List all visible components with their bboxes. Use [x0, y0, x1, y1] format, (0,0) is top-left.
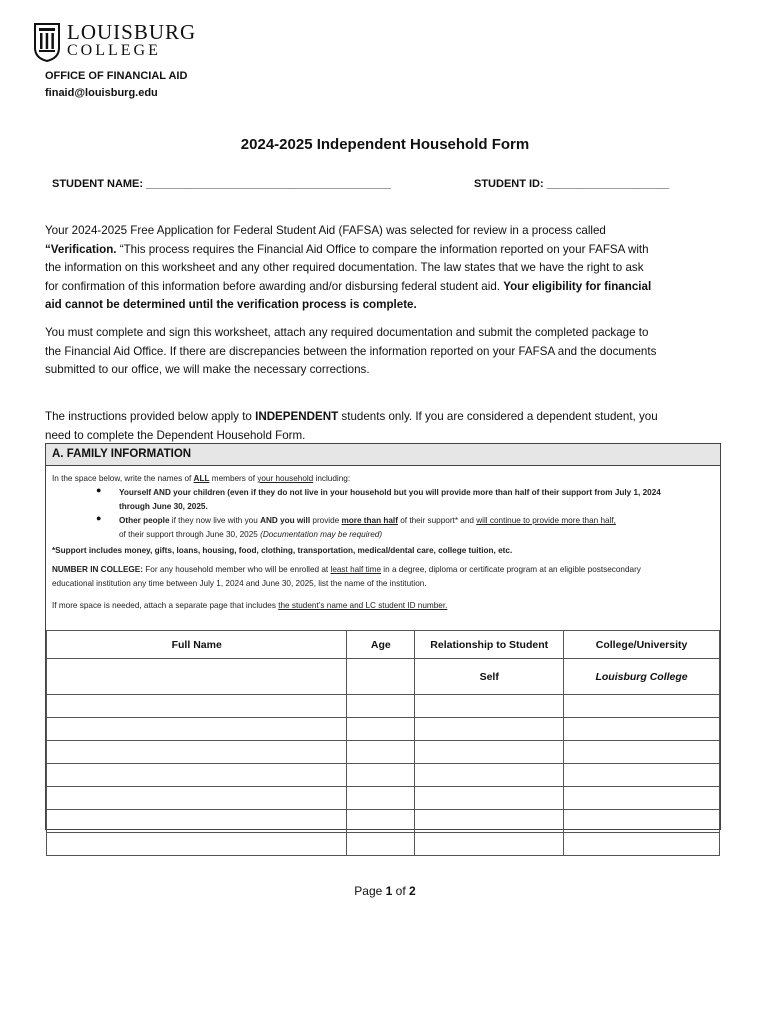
student-name-field[interactable]: STUDENT NAME: ________________________________________: [52, 178, 391, 190]
shield-icon: [33, 22, 61, 62]
cell-age[interactable]: [347, 718, 415, 741]
cell-full-name[interactable]: [47, 787, 347, 810]
college-underline: least half time: [330, 565, 382, 574]
section-instructions: [52, 472, 350, 486]
bullet-icon: ●: [96, 513, 102, 523]
cell-relationship[interactable]: [415, 764, 564, 787]
instr-text: In the space below, write the names of: [52, 474, 194, 483]
footer-text: of: [392, 884, 410, 898]
cell-college[interactable]: [564, 764, 720, 787]
bullet-text: Yourself AND your children (even if they do not live in your household but you will provide more than half of their support from July 1, 2024: [119, 488, 661, 497]
bullet-text: through June 30, 2025.: [119, 501, 208, 511]
instr-text: including:: [313, 474, 351, 483]
cell-full-name[interactable]: [47, 741, 347, 764]
cell-age[interactable]: [347, 659, 415, 695]
number-in-college-note: [52, 563, 717, 590]
cell-age[interactable]: [347, 741, 415, 764]
office-email[interactable]: finaid@louisburg.edu: [45, 87, 158, 99]
cell-relationship[interactable]: [415, 718, 564, 741]
table-row: [47, 833, 720, 856]
college-text: in a degree, diploma or certificate program at an eligible postsecondary: [381, 565, 641, 574]
bullet-other-people: [119, 514, 709, 541]
page-footer: [0, 884, 770, 898]
bullet-underline: more than half: [341, 516, 398, 525]
form-title: 2024-2025 Independent Household Form: [240, 136, 530, 153]
cell-age[interactable]: [347, 764, 415, 787]
cell-college[interactable]: [564, 659, 720, 695]
bullet-text: of their support* and: [397, 516, 477, 525]
family-information-section: [45, 443, 721, 830]
instr-bold: ALL: [193, 474, 210, 483]
office-name: OFFICE OF FINANCIAL AID: [45, 70, 188, 82]
intro-text: The instructions provided below apply to: [45, 410, 256, 423]
cell-relationship[interactable]: [415, 810, 564, 833]
bullet-underline: will continue to provide more than half,: [476, 516, 616, 525]
intro-paragraph-2: [45, 324, 723, 380]
intro-line: [45, 241, 723, 260]
cell-age[interactable]: [347, 787, 415, 810]
cell-age[interactable]: [347, 833, 415, 856]
intro-bold: INDEPENDENT: [255, 410, 339, 423]
table-row: [47, 810, 720, 833]
intro-line: Your 2024-2025 Free Application for Federal Student Aid (FAFSA) was selected for review in a process called: [45, 224, 606, 237]
cell-full-name[interactable]: [47, 659, 347, 695]
cell-age[interactable]: [347, 695, 415, 718]
intro-text: “This process requires the Financial Aid Office to compare the information reported on your FAFSA with: [116, 242, 649, 256]
cell-college[interactable]: [564, 833, 720, 856]
cell-college[interactable]: [564, 695, 720, 718]
cell-relationship[interactable]: [415, 741, 564, 764]
more-space-note: [52, 599, 447, 613]
intro-paragraph-1: [45, 222, 723, 315]
intro-line: [45, 278, 723, 297]
logo-sub: COLLEGE: [67, 42, 161, 59]
intro-line: submitted to our office, we will make the necessary corrections.: [45, 363, 370, 376]
footer-total: 2: [409, 884, 416, 898]
intro-line: the Financial Aid Office. If there are discrepancies between the information reported on your FAFSA and the documents: [45, 344, 657, 358]
college-text: For any household member who will be enrolled at: [142, 565, 331, 574]
col-age: Age: [347, 631, 415, 659]
logo-name: LOUISBURG: [67, 20, 197, 44]
table-row: [47, 659, 720, 695]
table-row: [47, 764, 720, 787]
bullet-bold: Other people: [119, 516, 170, 525]
cell-full-name[interactable]: [47, 810, 347, 833]
intro-bold: Your eligibility for financial: [503, 279, 652, 293]
cell-full-name[interactable]: [47, 833, 347, 856]
cell-college[interactable]: [564, 810, 720, 833]
cell-full-name[interactable]: [47, 695, 347, 718]
cell-relationship[interactable]: [415, 787, 564, 810]
support-note: [52, 544, 512, 558]
table-row: [47, 787, 720, 810]
table-row: [47, 718, 720, 741]
cell-full-name[interactable]: [47, 718, 347, 741]
cell-college[interactable]: [564, 787, 720, 810]
intro-bold: aid cannot be determined until the verification process is complete.: [45, 298, 417, 311]
cell-college-text: Louisburg College: [595, 670, 688, 683]
college-logo: [33, 20, 197, 64]
intro-bold: “Verification.: [45, 242, 117, 256]
table-row: [47, 741, 720, 764]
family-table: [46, 630, 720, 856]
intro-text: for confirmation of this information before awarding and/or disbursing federal student aid.: [45, 279, 504, 293]
footer-text: Page: [354, 884, 386, 898]
table-row: [47, 695, 720, 718]
col-relationship: Relationship to Student: [415, 631, 564, 659]
support-text: *Support includes money, gifts, loans, housing, food, clothing, transportation, medical/dental care, college tuition, etc.: [52, 546, 513, 555]
col-full-name: Full Name: [47, 631, 347, 659]
cell-age[interactable]: [347, 810, 415, 833]
bullet-icon: ●: [96, 485, 102, 495]
table-header-row: [47, 631, 720, 659]
office-block: [45, 68, 187, 102]
cell-relationship[interactable]: [415, 833, 564, 856]
bullet-text: of their support through June 30, 2025: [119, 529, 261, 539]
bullet-italic: (Documentation may be required): [260, 529, 383, 539]
cell-full-name[interactable]: [47, 764, 347, 787]
student-id-field[interactable]: STUDENT ID: ____________________: [474, 178, 670, 190]
intro-line: [45, 408, 723, 427]
intro-line: need to complete the Dependent Household Form.: [45, 428, 306, 442]
more-underline: the student’s name and LC student ID number.: [278, 601, 448, 610]
cell-relationship[interactable]: [415, 695, 564, 718]
intro-line: You must complete and sign this worksheet, attach any required documentation and submit the completed package to: [45, 326, 649, 339]
col-college: College/University: [564, 631, 720, 659]
cell-college[interactable]: [564, 718, 720, 741]
bullet-yourself: [119, 486, 709, 513]
cell-college[interactable]: [564, 741, 720, 764]
intro-line: the information on this worksheet and any other required documentation. The law states that we have the right to ask: [45, 261, 644, 274]
bullet-text: provide: [310, 516, 342, 525]
college-bold: NUMBER IN COLLEGE:: [52, 565, 143, 574]
section-heading: A. FAMILY INFORMATION: [46, 444, 720, 466]
intro-paragraph-3: [45, 408, 723, 445]
more-text: If more space is needed, attach a separate page that includes: [52, 601, 279, 610]
college-text: educational institution any time between July 1, 2024 and June 30, 2025, list the name of the institution.: [52, 578, 427, 588]
intro-line: [45, 296, 723, 315]
bullet-text: if they now live with you: [169, 516, 261, 525]
intro-text: students only. If you are considered a dependent student, you: [338, 410, 658, 423]
instr-underline: your household: [257, 474, 314, 483]
cell-relationship[interactable]: Self: [415, 659, 564, 695]
bullet-bold: AND you will: [260, 516, 311, 525]
footer-page: 1: [385, 884, 393, 898]
instr-text: members of: [209, 474, 258, 483]
